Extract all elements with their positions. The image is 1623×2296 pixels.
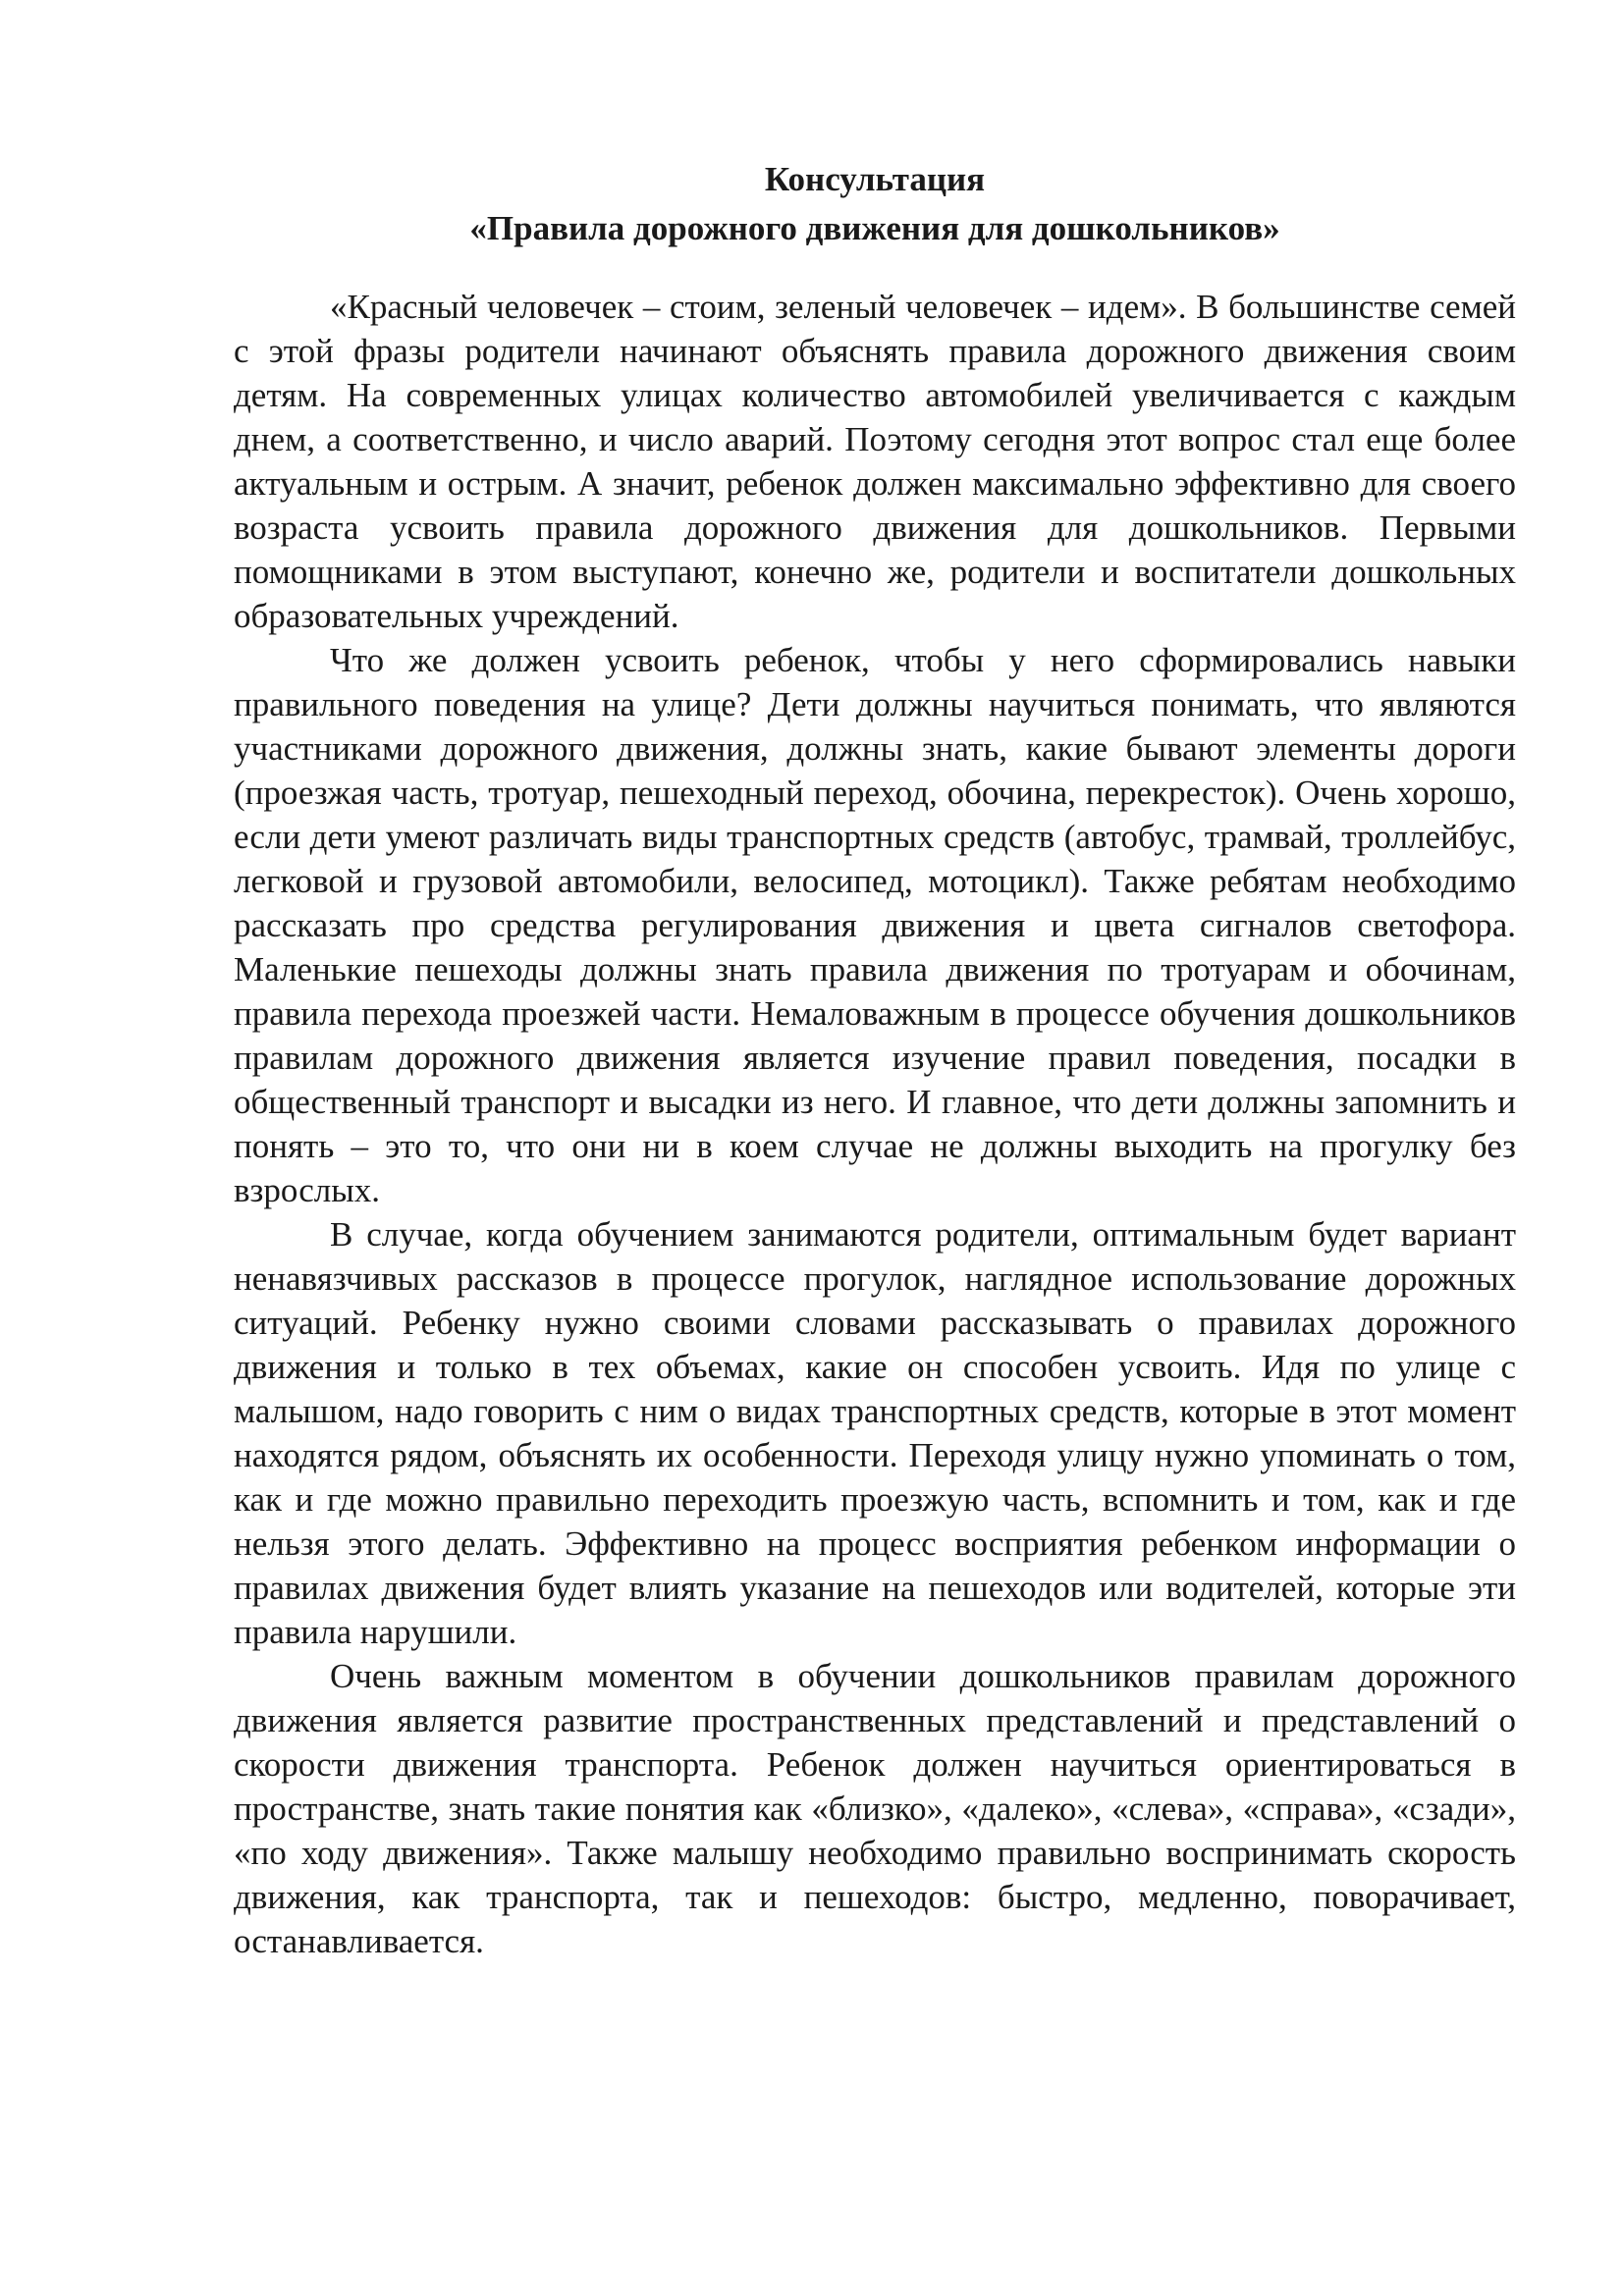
document-title: Консультация [764,160,986,198]
paragraph: Очень важным моментом в обучении дошкольников правилам дорожного движения является развитие пространственных представлений и представлений о скорости движения транспорта. Ребенок должен научиться ориентироваться в пространстве, знать такие понятия как «близко», «далеко», «слева», «справа», «сзади», «по ходу движения». Также малышу необходимо правильно воспринимать скорость движения, как транспорта, так и пешеходов: быстро, медленно, поворачивает, останавливается. [234,1657,1516,1960]
title-block [234,155,1516,253]
document-content [234,155,1516,1963]
paragraph: В случае, когда обучением занимаются родители, оптимальным будет вариант ненавязчивых рассказов в процессе прогулок, наглядное использование дорожных ситуаций. Ребенку нужно своими словами рассказывать о правилах дорожного движения и только в тех объемах, какие он способен усвоить. Идя по улице с малышом, надо говорить с ним о видах транспортных средств, которые в этот момент находятся рядом, объяснять их особенности. Переходя улицу нужно упоминать о том, как и где можно правильно переходить проезжую часть, вспомнить и том, как и где нельзя этого делать. Эффективно на процесс восприятия ребенком информации о правилах движения будет влиять указание на пешеходов или водителей, которые эти правила нарушили. [234,1215,1516,1651]
document-body [234,285,1516,1963]
paragraph: «Красный человечек – стоим, зеленый человечек – идем». В большинстве семей с этой фразы родители начинают объяснять правила дорожного движения своим детям. На современных улицах количество автомобилей увеличивается с каждым днем, а соответственно, и число аварий. Поэтому сегодня этот вопрос стал еще более актуальным и острым. А значит, ребенок должен максимально эффективно для своего возраста усвоить правила дорожного движения для дошкольников. Первыми помощниками в этом выступают, конечно же, родители и воспитатели дошкольных образовательных учреждений. [234,288,1516,635]
document-subtitle: «Правила дорожного движения для дошкольников» [469,209,1280,247]
paragraph: Что же должен усвоить ребенок, чтобы у него сформировались навыки правильного поведения на улице? Дети должны научиться понимать, что являются участниками дорожного движения, должны знать, какие бывают элементы дороги (проезжая часть, тротуар, пешеходный переход, обочина, перекресток). Очень хорошо, если дети умеют различать виды транспортных средств (автобус, трамвай, троллейбус, легковой и грузовой автомобили, велосипед, мотоцикл). Также ребятам необходимо рассказать про средства регулирования движения и цвета сигналов светофора. Маленькие пешеходы должны знать правила движения по тротуарам и обочинам, правила перехода проезжей части. Немаловажным в процессе обучения дошкольников правилам дорожного движения является изучение правил поведения, посадки в общественный транспорт и высадки из него. И главное, что дети должны запомнить и понять – это то, что они ни в коем случае не должны выходить на прогулку без взрослых. [234,641,1516,1209]
